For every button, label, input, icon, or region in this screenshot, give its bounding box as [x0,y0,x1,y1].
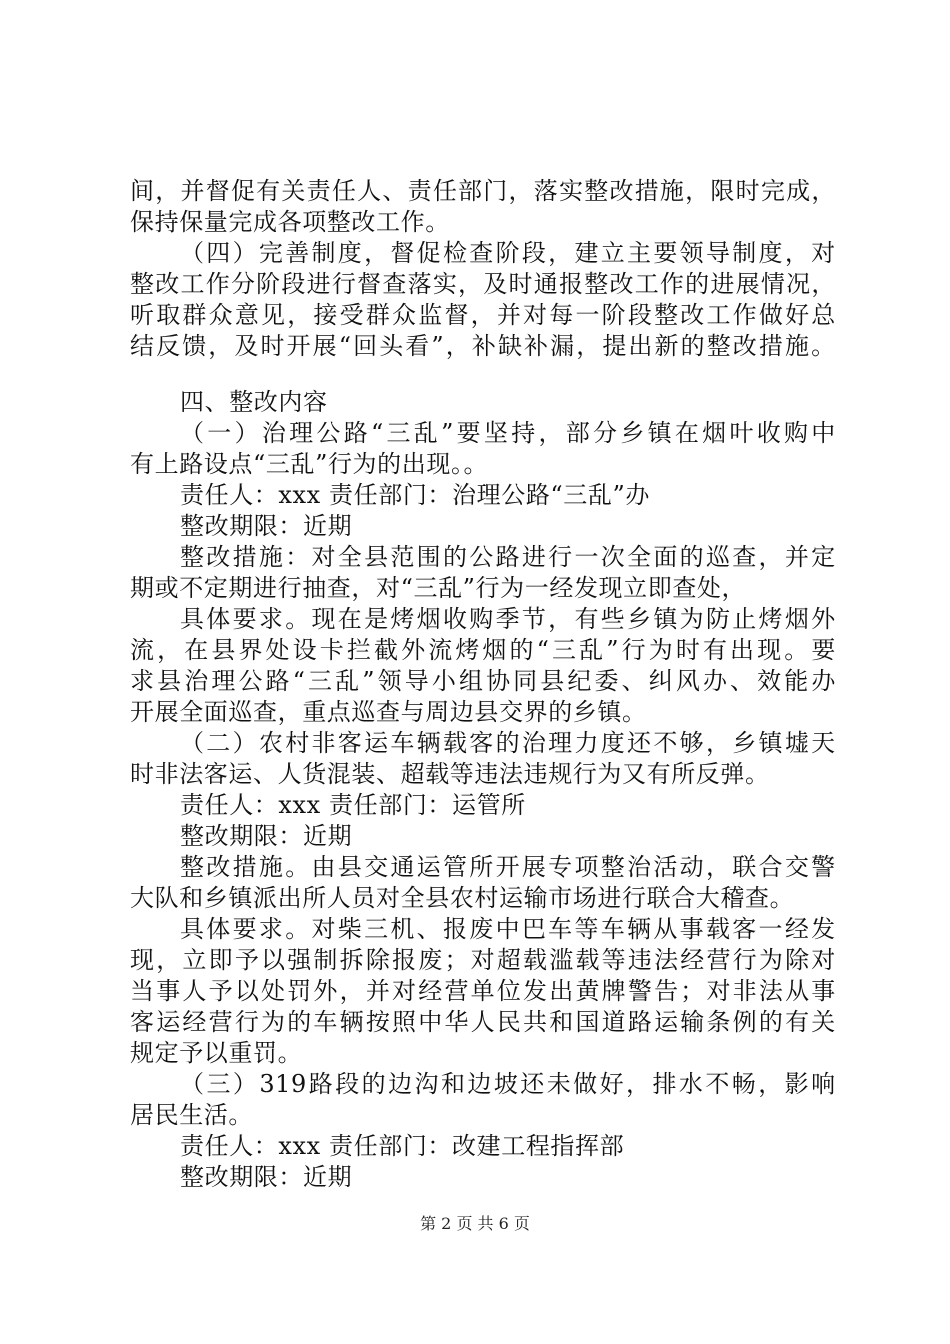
text-line: 居民生活。 [130,1101,253,1129]
text-line: （ 二 ） 农 村 非 客 运 车 辆 载 客 的 治 理 力 度 还 不 够 ， 乡 镇 墟 天 [180,729,836,757]
text-line: 现 ， 立 即 予 以 强 制 拆 除 报 废 ； 对 超 载 滥 载 等 违 法 经 营 行 为 除 对 [130,946,836,974]
text-line: 客 运 经 营 行 为 的 车 辆 按 照 中 华 人 民 共 和 国 道 路 运 输 条 例 的 有 关 [130,1008,836,1036]
text-line: 结 反 馈 ， 及 时 开 展 “ 回 头 看 ” ， 补 缺 补 漏 ， 提 出 新 的 整 改 措 施 。 [130,332,836,360]
text-line: 期或不定期进行抽查，对“三乱”行为一经发现立即查处， [130,574,747,602]
body-text [130,176,836,1193]
text-line: 求 县 治 理 公 路 “ 三 乱 ” 领 导 小 组 协 同 县 纪 委 、 纠 风 办 、 效 能 办 [130,667,836,695]
text-line: （ 三 ） 319 路 段 的 边 沟 和 边 坡 还 未 做 好 ， 排 水 不 畅 ， 影 响 [180,1070,836,1098]
text-line: 整 改 措 施 ： 对 全 县 范 围 的 公 路 进 行 一 次 全 面 的 巡 查 ， 并 定 [180,543,836,571]
text-line: 整 改 措 施 。 由 县 交 通 运 管 所 开 展 专 项 整 治 活 动 ， 联 合 交 警 [180,853,836,881]
text-line: 四、整改内容 [180,388,328,416]
text-line: 有上路设点“三乱”行为的出现。。 [130,450,489,478]
text-line: 整改期限：近期 [180,512,353,540]
text-line: （ 一 ） 治 理 公 路 “ 三 乱 ” 要 坚 持 ， 部 分 乡 镇 在 烟 叶 收 购 中 [180,419,836,447]
text-line: 间 ， 并 督 促 有 关 责 任 人 、 责 任 部 门 ， 落 实 整 改 措 施 ， 限 时 完 成 ， [130,177,836,205]
text-line: 时非法客运、人货混装、超载等违法违规行为又有所反弹。 [130,760,770,788]
text-line: 整 改 工 作 分 阶 段 进 行 督 查 落 实 ， 及 时 通 报 整 改 工 作 的 进 展 情 况 ， [130,270,836,298]
text-line: 整改期限：近期 [180,1163,353,1191]
text-line: 整改期限：近期 [180,822,353,850]
text-line: 流 ， 在 县 界 处 设 卡 拦 截 外 流 烤 烟 的 “ 三 乱 ” 行 为 时 有 出 现 。 要 [130,636,836,664]
text-line: 具 体 要 求 。 现 在 是 烤 烟 收 购 季 节 ， 有 些 乡 镇 为 防 止 烤 烟 外 [180,605,836,633]
text-line: 开展全面巡查，重点巡查与周边县交界的乡镇。 [130,698,647,726]
text-line: 当 事 人 予 以 处 罚 外 ， 并 对 经 营 单 位 发 出 黄 牌 警 告 ； 对 非 法 从 事 [130,977,836,1005]
text-line: 大队和乡镇派出所人员对全县农村运输市场进行联合大稽查。 [130,884,795,912]
text-line: 具 体 要 求 。 对 柴 三 机 、 报 废 中 巴 车 等 车 辆 从 事 载 客 一 经 发 [180,915,836,943]
text-line: 听 取 群 众 意 见 ， 接 受 群 众 监 督 ， 并 对 每 一 阶 段 整 改 工 作 做 好 总 [130,301,836,329]
text-line: 保持保量完成各项整改工作。 [130,208,450,236]
text-line: 规定予以重罚。 [130,1039,303,1067]
text-line: （ 四 ） 完 善 制 度 ， 督 促 检 查 阶 段 ， 建 立 主 要 领 导 制 度 ， 对 [180,239,836,267]
page-footer: 第 2 页 共 6 页 [420,1214,530,1233]
text-line: 责任人：xxx 责任部门：运管所 [180,791,526,819]
text-line: 责任人：xxx 责任部门：治理公路“三乱”办 [180,481,650,509]
text-line: 责任人：xxx 责任部门：改建工程指挥部 [180,1132,625,1160]
paragraph-gap [130,362,836,387]
